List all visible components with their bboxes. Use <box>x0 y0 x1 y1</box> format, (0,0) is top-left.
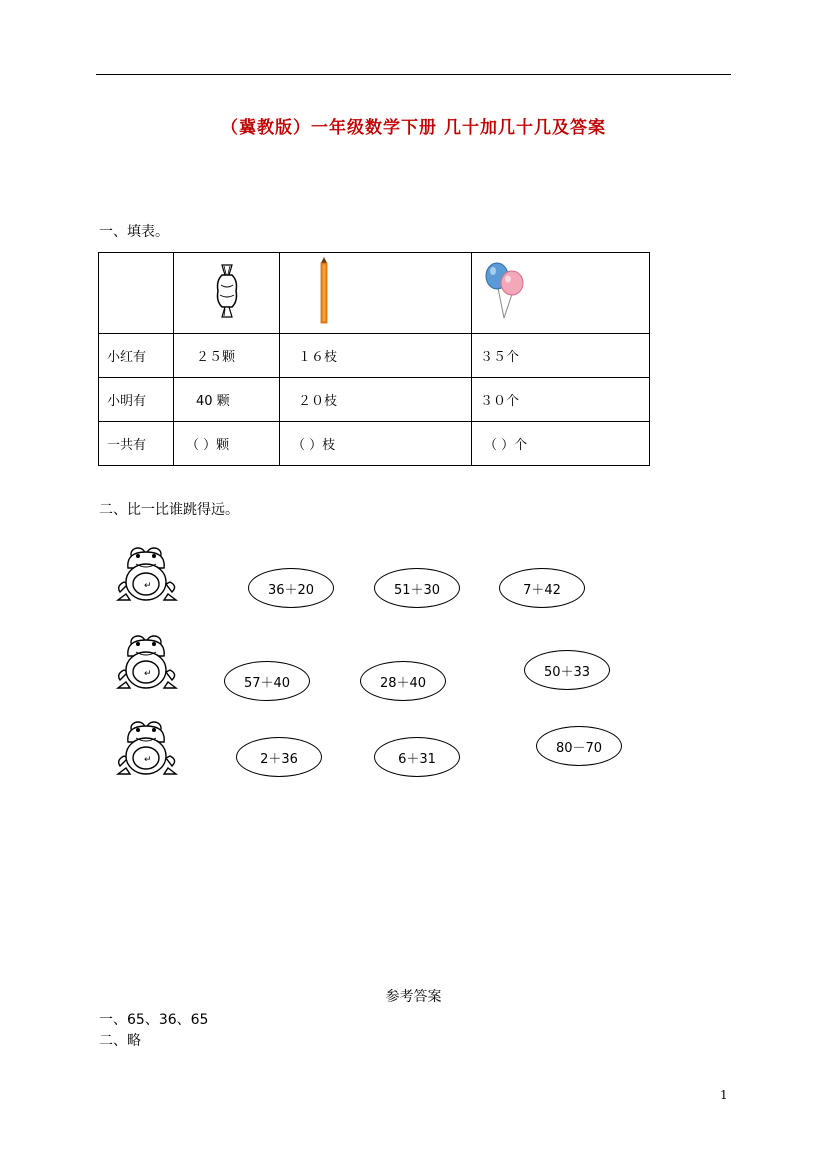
fill-table <box>98 252 650 466</box>
table-row <box>99 378 650 422</box>
expression-oval: 2＋36 <box>236 737 322 777</box>
answers-title: 参考答案 <box>385 989 442 1005</box>
page-title: （冀教版）一年级数学下册 几十加几十几及答案 <box>221 118 606 138</box>
frog-icon <box>114 720 180 780</box>
section2-heading: 二、比一比谁跳得远。 <box>99 502 239 518</box>
expression-oval: 57＋40 <box>224 661 310 701</box>
expression-oval: 51＋30 <box>374 568 460 608</box>
expression-oval: 6＋31 <box>374 737 460 777</box>
section1-heading: 一、填表。 <box>99 224 169 240</box>
answer-line-2: 二、略 <box>99 1033 141 1049</box>
expression-oval: 7＋42 <box>499 568 585 608</box>
row-label: 小明有 <box>99 378 174 422</box>
candy-icon <box>212 263 242 319</box>
frog-mark: ↵ <box>144 669 152 679</box>
expression-oval: 28＋40 <box>360 661 446 701</box>
table-cell: （ ）颗 <box>174 422 280 466</box>
table-cell: ３５个 <box>472 334 650 378</box>
table-cell: ２５颗 <box>174 334 280 378</box>
table-header-row <box>99 253 650 334</box>
expression-oval: 50＋33 <box>524 650 610 690</box>
empty-corner-cell <box>99 253 174 334</box>
balloons-icon <box>482 260 526 322</box>
header-rule <box>96 74 731 75</box>
expression-oval: 80－70 <box>536 726 622 766</box>
expression-oval: 36＋20 <box>248 568 334 608</box>
row-label: 一共有 <box>99 422 174 466</box>
answer-line-1: 一、65、36、65 <box>99 1012 209 1028</box>
table-cell: ２０枝 <box>280 378 472 422</box>
table-cell: １６枝 <box>280 334 472 378</box>
table-cell: ３０个 <box>472 378 650 422</box>
pencil-cell <box>280 253 472 334</box>
page-number: 1 <box>720 1088 728 1102</box>
table-row <box>99 422 650 466</box>
frog-mark: ↵ <box>144 581 152 591</box>
pencil-icon <box>318 257 330 325</box>
table-row <box>99 334 650 378</box>
frog-icon <box>114 546 180 606</box>
row-label: 小红有 <box>99 334 174 378</box>
table-cell: （ ）个 <box>472 422 650 466</box>
balloon-cell <box>472 253 650 334</box>
frog-mark: ↵ <box>144 755 152 765</box>
frog-icon <box>114 634 180 694</box>
table-cell: 40 颗 <box>174 378 280 422</box>
table-cell: （ ）枝 <box>280 422 472 466</box>
candy-cell <box>174 253 280 334</box>
